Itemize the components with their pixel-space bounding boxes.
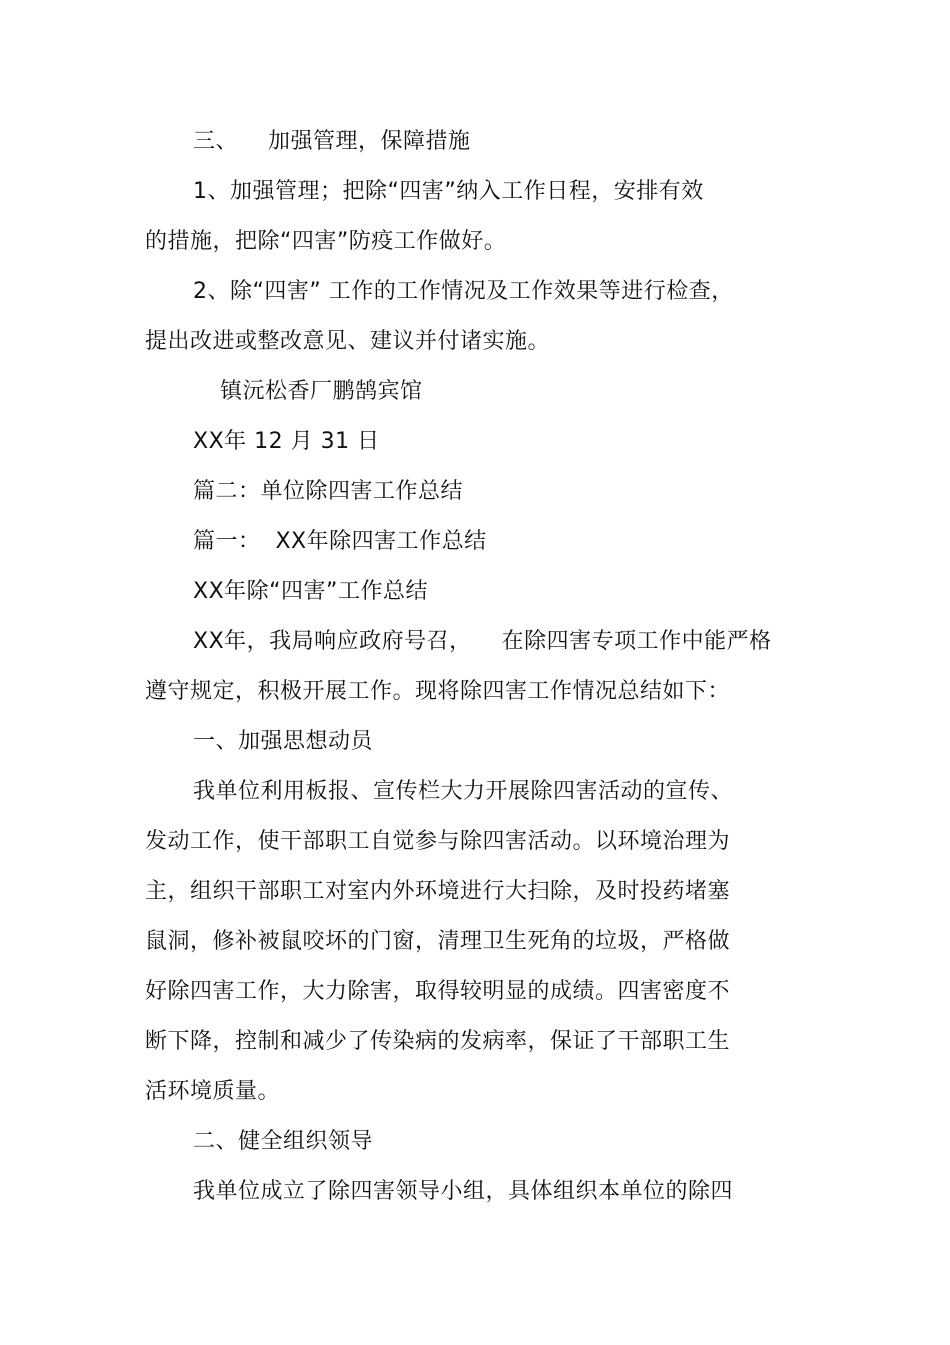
- section-heading-3: 三、 加强管理，保障措施: [193, 129, 471, 154]
- paragraph-line: 2、除“四害” 工作的工作情况及工作效果等进行检查，: [193, 279, 734, 304]
- paragraph-line: XX年，我局响应政府号召， 在除四害专项工作中能严格: [193, 629, 772, 654]
- section-heading-2: 二、健全组织领导: [193, 1129, 374, 1154]
- paragraph-line: 断下降，控制和减少了传染病的发病率，保证了干部职工生: [145, 1029, 731, 1054]
- article-title: 篇二：单位除四害工作总结: [193, 479, 464, 504]
- article-title: 篇一： XX年除四害工作总结: [193, 529, 487, 554]
- paragraph-line: 我单位成立了除四害领导小组，具体组织本单位的除四: [193, 1179, 734, 1204]
- paragraph-line: 1、加强管理；把除“四害”纳入工作日程，安排有效: [193, 179, 704, 204]
- paragraph-line: 发动工作，使干部职工自觉参与除四害活动。以环境治理为: [145, 829, 731, 854]
- signature-date: XX年 12 月 31 日: [193, 429, 380, 454]
- paragraph-line: 鼠洞，修补被鼠咬坏的门窗，清理卫生死角的垃圾，严格做: [145, 929, 731, 954]
- paragraph-line: 提出改进或整改意见、建议并付诸实施。: [145, 329, 551, 354]
- paragraph-line: 的措施，把除“四害”防疫工作做好。: [145, 229, 507, 254]
- paragraph-line: 遵守规定，积极开展工作。现将除四害工作情况总结如下：: [145, 679, 731, 704]
- article-title: XX年除“四害”工作总结: [193, 579, 428, 604]
- paragraph-line: 我单位利用板报、宣传栏大力开展除四害活动的宣传、: [193, 779, 734, 804]
- signature-organization: 镇沅松香厂鹏鹄宾馆: [220, 379, 423, 404]
- paragraph-line: 活环境质量。: [145, 1079, 281, 1104]
- paragraph-line: 主，组织干部职工对室内外环境进行大扫除，及时投药堵塞: [145, 879, 731, 904]
- paragraph-line: 好除四害工作，大力除害，取得较明显的成绩。四害密度不: [145, 979, 731, 1004]
- section-heading-1: 一、加强思想动员: [193, 729, 374, 754]
